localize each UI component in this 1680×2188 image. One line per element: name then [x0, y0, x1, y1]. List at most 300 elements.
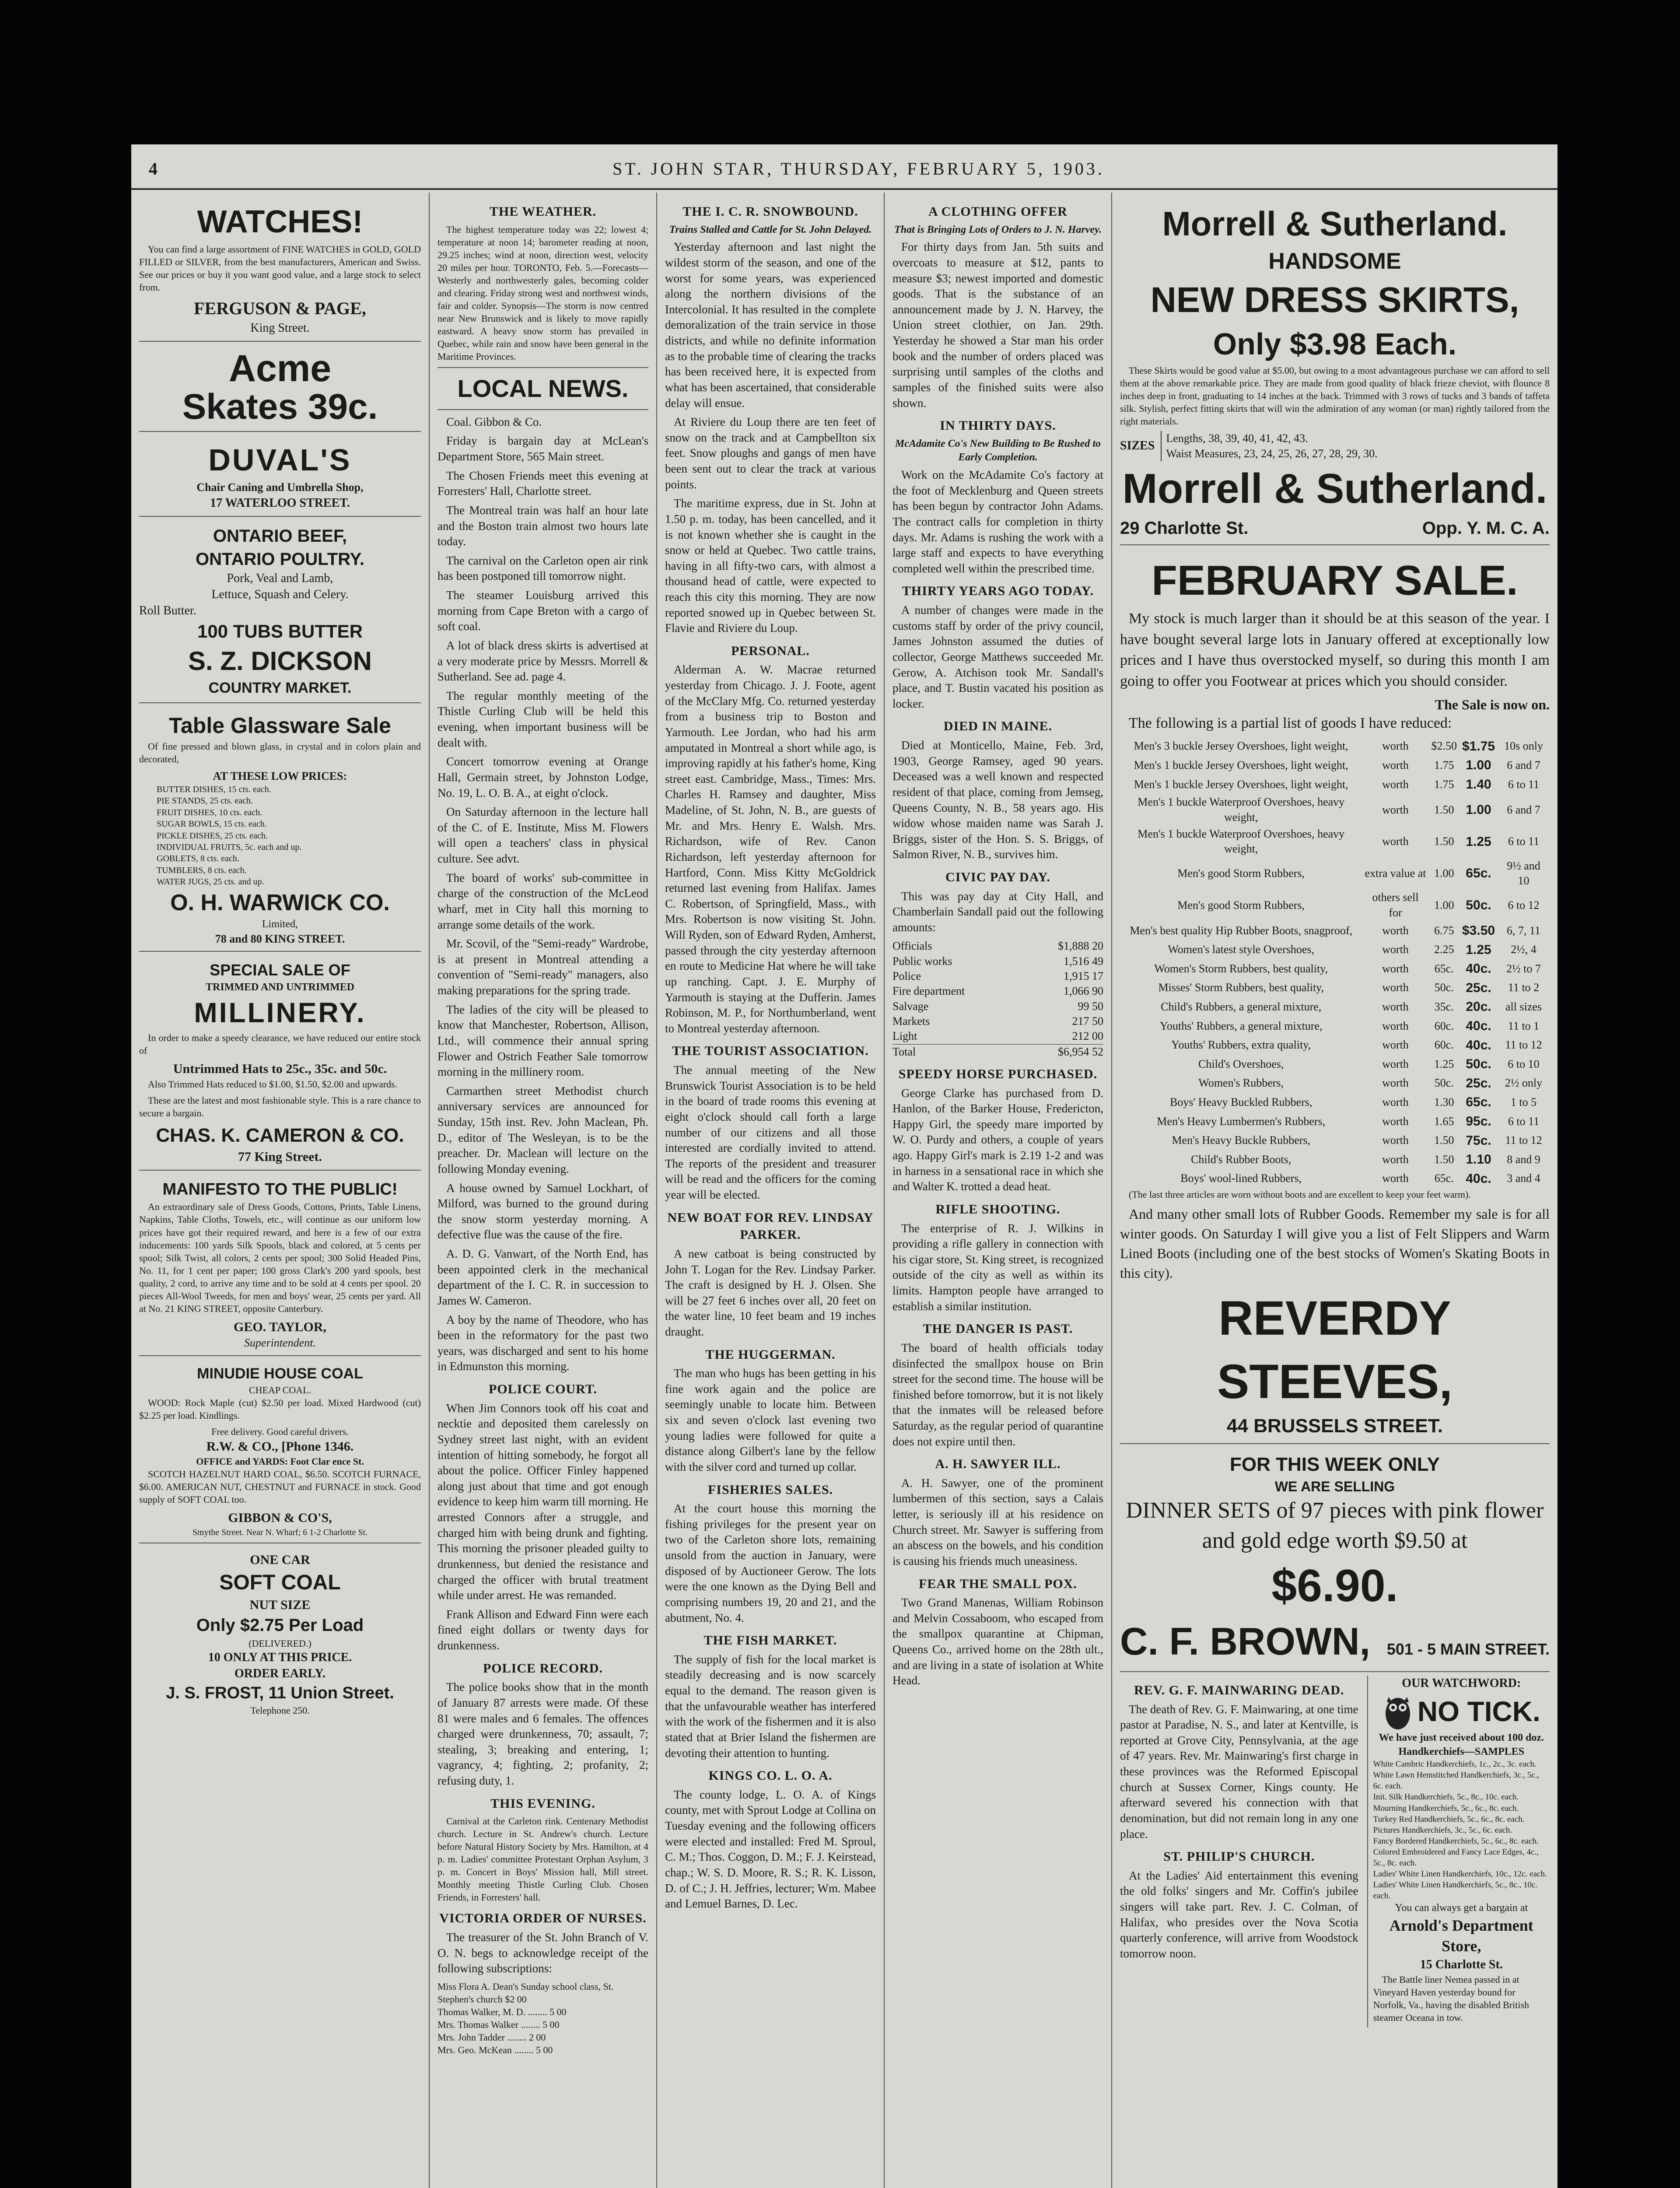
article-body: The maritime express, due in St. John at 1.50 p. m. today, has been cancelled, and it is not known whether she is caught in the snow or held at Quebec. Two cattle trains, having in all fifty-two cars, with almost a thousand head of cattle, were expected to reach this city this morning. They are now reported snowed up in Quebec between St. Flavie and Riviere du Loup. [665, 497, 876, 635]
goods-sizes: 6, 7, 11 [1507, 924, 1541, 937]
goods-now: 40c. [1466, 961, 1491, 976]
handkerchief-item: Ladies' White Linen Handkerchiefs, 5c., 8c., 10c. each. [1373, 1880, 1538, 1901]
ad-title: Acme [228, 347, 332, 389]
price-item: PIE STANDS, 25 cts. each. [157, 796, 253, 806]
goods-now: 1.25 [1466, 834, 1491, 849]
sizes-values [1161, 431, 1377, 461]
goods-sizes: all sizes [1505, 1000, 1542, 1013]
subscription-item: Mrs. John Tadder ........ 2 00 [438, 2032, 546, 2043]
goods-item: Child's Rubbers, a general mixture, [1161, 1000, 1322, 1013]
section-heading: PERSONAL. [731, 643, 810, 658]
section-heading: THE TOURIST ASSOCIATION. [672, 1044, 869, 1059]
goods-item: Child's Rubber Boots, [1191, 1153, 1292, 1166]
goods-now: 95c. [1466, 1114, 1491, 1129]
price-item: TUMBLERS, 8 cts. each. [157, 865, 247, 875]
advertiser: CHAS. K. CAMERON & CO. [156, 1124, 404, 1146]
goods-row [1120, 921, 1550, 940]
section-heading: FEAR THE SMALL POX. [919, 1576, 1077, 1591]
page-number: 4 [149, 158, 160, 179]
section-heading: A CLOTHING OFFER [928, 204, 1068, 219]
goods-worth: worth [1382, 758, 1409, 771]
advertiser-address: Smythe Street. Near N. Wharf; 6 1-2 Charlotte St. [192, 1527, 368, 1537]
divider [438, 367, 648, 368]
goods-sizes: 11 to 2 [1508, 981, 1540, 994]
column-2 [429, 193, 656, 2188]
civic-amount: 99 50 [1078, 999, 1103, 1013]
newspaper-page [131, 144, 1558, 2188]
goods-row [1120, 997, 1550, 1017]
news-item: A boy by the name of Theodore, who has been in the reformatory for the past two years, was discharged and sent to his home in Edmunston this morning. [438, 1313, 648, 1373]
article-body: This was pay day at City Hall, and Chamberlain Sandall paid out the following amounts: [892, 889, 1103, 934]
ad-millinery [139, 955, 421, 1171]
goods-now: 1.00 [1466, 758, 1491, 773]
news-item: On Saturday afternoon in the lecture hall of the C. of E. Institute, Miss M. Flowers will open a teachers' class in physical culture. See advt. [438, 805, 648, 866]
divider [438, 409, 648, 410]
handkerchief-item: Colored Embroidered and Fancy Lace Edges, 4c., 5c., 8c. each. [1373, 1847, 1539, 1868]
goods-now: 1.00 [1466, 803, 1491, 817]
advertiser-address: 78 and 80 KING STREET. [215, 932, 345, 945]
ad-body: And many other small lots of Rubber Goods. Remember my sale is for all winter goods. On Saturday I will give you a list of Felt Slippers and Warm Lined Boots (including one of the best stocks of Women's Skating Boots in this city). [1120, 1206, 1550, 1281]
ad-line: Free delivery. Good careful drivers. [211, 1426, 349, 1437]
ad-manifesto [139, 1174, 421, 1356]
goods-was: 50c. [1434, 1076, 1454, 1090]
goods-now: 25c. [1466, 1076, 1491, 1090]
civic-row [892, 1014, 1103, 1029]
advertiser-address: 44 BRUSSELS STREET. [1227, 1415, 1443, 1437]
civic-row [892, 1029, 1103, 1044]
ad-line: OUR WATCHWORD: [1402, 1676, 1521, 1690]
goods-now: 40c. [1466, 1171, 1491, 1186]
article-body: The county lodge, L. O. A. of Kings county, met with Sprout Lodge at Collina on Tuesday evening and the following officers were elected and installed: Fred M. Sproul, C. M.; Thos. Coggon, D. M.; F. J. Keirstead, chap.; W. S. D. Moore, R. S.; R. K. Lisson, D. of C.; J. H. Jeffries, lecturer; Wm. Mabee and Lemuel Barnes, D. Lec. [665, 1788, 876, 1911]
goods-was: 60c. [1434, 1019, 1454, 1032]
goods-worth: worth [1382, 924, 1409, 937]
ad-february-sale [1120, 549, 1550, 1444]
goods-worth: worth [1382, 803, 1409, 816]
article-body: A number of changes were made in the customs staff by order of the privy council, James Johnston assumed the duties of collector, George Matthews succeeded Mr. Gerow, A. Atchison took Mr. Sandall's place, and T. Bustin vacated his position as locker. [892, 603, 1103, 710]
goods-sizes: 9½ and 10 [1507, 859, 1540, 887]
subscription-item: Thomas Walker, M. D. ........ 5 00 [438, 2006, 567, 2017]
civic-row [892, 969, 1103, 984]
advertiser: O. H. WARWICK CO. [170, 890, 390, 915]
goods-sizes: 8 and 9 [1507, 1153, 1540, 1166]
civic-row [892, 939, 1103, 954]
ad-body: These are the latest and most fashionable style. This is a rare chance to secure a bargain. [139, 1094, 421, 1119]
goods-item: Men's Heavy Lumbermen's Rubbers, [1157, 1115, 1326, 1128]
section-heading: IN THIRTY DAYS. [940, 418, 1056, 433]
goods-row [1120, 1017, 1550, 1036]
goods-row [1120, 1093, 1550, 1112]
ad-line: (DELIVERED.) [248, 1637, 312, 1649]
sizes-lengths: Lengths, 38, 39, 40, 41, 42, 43. [1166, 432, 1308, 445]
civic-total: $6,954 52 [1058, 1045, 1103, 1058]
section-heading: THE FISH MARKET. [704, 1633, 837, 1648]
goods-item: Women's latest style Overshoes, [1168, 943, 1315, 956]
ad-title: DUVAL'S [208, 443, 352, 477]
news-item: Coal. Gibbon & Co. [446, 415, 542, 428]
goods-worth: worth [1382, 1076, 1409, 1090]
column-3 [656, 193, 884, 2188]
goods-was: 65c. [1434, 1172, 1454, 1185]
civic-table [892, 939, 1103, 1059]
goods-item: Boys' Heavy Buckled Rubbers, [1170, 1095, 1312, 1108]
section-title: LOCAL NEWS. [457, 374, 629, 402]
goods-now: 50c. [1466, 1057, 1491, 1072]
goods-sizes: 1 to 5 [1510, 1095, 1537, 1108]
goods-row [1120, 1055, 1550, 1074]
article-body: The death of Rev. G. F. Mainwaring, at one time pastor at Paradise, N. S., and later at Kentville, is reported at Grove City, Pennsylvania, at the age of 47 years. Rev. Mr. Mainwaring's first charge in these provinces was the Reformed Episcopal church at Sussex Corner, Kings county. He afterward severed his connection with that denomination, but did not remain long in any one place. [1120, 1702, 1358, 1841]
goods-now: 65c. [1466, 1095, 1491, 1110]
price-item: PICKLE DISHES, 25 cts. each. [157, 831, 268, 841]
goods-was: $2.50 [1431, 740, 1457, 753]
goods-now: 1.10 [1466, 1152, 1491, 1167]
goods-worth: extra value at [1365, 866, 1426, 880]
column-1 [131, 193, 429, 2188]
goods-row [1120, 940, 1550, 960]
goods-item: Men's best quality Hip Rubber Boots, snagproof, [1130, 924, 1353, 937]
goods-row [1120, 889, 1550, 921]
goods-item: Men's good Storm Rubbers, [1177, 866, 1305, 880]
ad-title: Table Glassware Sale [169, 713, 391, 738]
article-body: Yesterday afternoon and last night the wildest storm of the season, and one of the worst for some years, was experienced along the northern divisions of the Intercolonial. It has resulted in the complete demoralization of the train service in those districts, and while no definite information as to the probable time of clearing the tracks has been received here, it is expected from what has been ascertained, that considerable delay will ensue. [665, 240, 876, 410]
section-heading: POLICE COURT. [488, 1382, 598, 1397]
goods-item: Youths' Rubbers, a general mixture, [1159, 1019, 1323, 1032]
ad-body: WOOD: Rock Maple (cut) $2.50 per load. Mixed Hardwood (cut) $2.25 per load. Kindlings. [139, 1397, 421, 1421]
goods-item: Men's 3 buckle Jersey Overshoes, light weight, [1134, 740, 1348, 753]
article-body: For thirty days from Jan. 5th suits and overcoats to measure at $12, pants to measure $3; newest imported and domestic goods. That is the substance of an announcement made by J. N. Harvey, the Union street clothier, on Jan. 29th. Yesterday he showed a Star man his order book and the number of orders placed was surprising until samples of the cloths and samples of the finished suits were also shown. [892, 240, 1103, 410]
goods-worth: worth [1382, 1000, 1409, 1013]
news-item: The board of works' sub-committee in charge of the construction of the McLeod wharf, met in City hall this morning to arrange some details of the work. [438, 871, 648, 931]
ad-line: FOR THIS WEEK ONLY [1230, 1453, 1440, 1475]
article-body: At the court house this morning the fishing privileges for the present year on two of the Carleton shore lots, remaining unsold from the auction in January, were disposed of by Auctioneer Gerow. The lots were the one known as the Dying Bell and comprising numbers 19, 20 and 21, and the abutment, No. 4. [665, 1502, 876, 1624]
ad-body: You can find a large assortment of FINE WATCHES in GOLD, GOLD FILLED or SILVER, from the best manufacturers, American and Swiss. See our prices or buy it you want good value, and a large stock to select from. [139, 244, 421, 293]
article-body: Two Grand Manenas, William Robinson and Melvin Cossaboom, who escaped from the smallpox quarantine at Chipman, Queens Co., arrived home on the 28th ult., and are living in a state of isolation at White Head. [892, 1596, 1103, 1687]
civic-row [892, 984, 1103, 999]
civic-label: Markets [892, 1015, 930, 1028]
advertiser: J. S. FROST, 11 Union Street. [166, 1683, 394, 1702]
goods-now: 40c. [1466, 1038, 1491, 1052]
advertiser-address: 77 King Street. [238, 1149, 322, 1164]
advertiser-opposite: Opp. Y. M. C. A. [1422, 518, 1550, 538]
section-heading: FISHERIES SALES. [707, 1482, 833, 1497]
section-heading: VICTORIA ORDER OF NURSES. [439, 1911, 647, 1926]
ad-price: Skates 39c. [182, 386, 378, 427]
subscription-item: Miss Flora A. Dean's Sunday school class, St. Stephen's church $2 00 [438, 1981, 614, 2005]
handkerchief-list [1373, 1759, 1550, 1901]
civic-amount: 1,516 49 [1064, 954, 1103, 968]
civic-label: Salvage [892, 999, 929, 1013]
advertiser-phone: Telephone 250. [250, 1704, 310, 1716]
advertiser-address: OFFICE and YARDS: Foot Clar ence St. [196, 1456, 364, 1467]
section-heading: THIRTY YEARS AGO TODAY. [902, 584, 1094, 599]
section-heading: THE WEATHER. [489, 204, 597, 219]
civic-label: Fire department [892, 985, 965, 998]
goods-sizes: 11 to 1 [1508, 1019, 1540, 1032]
goods-worth: worth [1382, 1153, 1409, 1166]
ad-title: MANIFESTO TO THE PUBLIC! [162, 1180, 398, 1199]
ad-subtitle: AT THESE LOW PRICES: [213, 769, 347, 782]
article-body: Work on the McAdamite Co's factory at the foot of Mecklenburg and Queen streets has been begun by contractor John Adams. The contract calls for completion in thirty days. Mr. Adams is rushing the work with a large staff and expects to have everything completed well within the prescribed time. [892, 468, 1103, 575]
section-heading: CIVIC PAY DAY. [945, 870, 1050, 885]
goods-worth: worth [1382, 962, 1409, 975]
goods-row [1120, 756, 1550, 775]
ad-price: Only $2.75 Per Load [196, 1615, 364, 1635]
article-body: The supply of fish for the local market is steadily decreasing and is now scarcely equal to the demand. The reason given is that the unfavourable weather has interfered with the work of the fishermen and it is also stated that at Brier Island the fishermen are devoting their attention to hunting. [665, 1652, 876, 1760]
price-item: FRUIT DISHES, 10 cts. each. [157, 807, 262, 817]
goods-worth: worth [1382, 1038, 1409, 1052]
price-item: GOBLETS, 8 cts. each. [157, 854, 239, 864]
price-list [139, 784, 421, 888]
ad-line: We have just received about 100 doz. Handkerchiefs—SAMPLES [1379, 1732, 1544, 1757]
news-item: Carmarthen street Methodist church anniversary services are announced for Sunday, 15th inst. Rev. John Maclean, Ph. D., editor of The Wesleyan, is to be the preacher. Dr. Maclean will lecture on the following Monday evening. [438, 1084, 648, 1175]
ad-dickson [139, 520, 421, 703]
goods-was: 2.25 [1434, 943, 1454, 956]
advertiser-address: King Street. [250, 321, 310, 335]
goods-item: Men's Heavy Buckle Rubbers, [1172, 1134, 1311, 1147]
advertiser: S. Z. DICKSON [188, 646, 372, 676]
handkerchief-item: White Cambric Handkerchiefs, 1c., 2c., 3c. each. [1373, 1760, 1536, 1769]
ad-body: Of fine pressed and blown glass, in crystal and in colors plain and decorated, [139, 740, 421, 764]
ad-subtitle: Chair Caning and Umbrella Shop, [196, 481, 364, 494]
goods-was: 1.25 [1434, 1057, 1454, 1070]
subscription-item: Mrs. Geo. McKean ........ 5 00 [438, 2044, 553, 2056]
subscription-item: Mrs. Thomas Walker ........ 5 00 [438, 2019, 560, 2030]
goods-row [1120, 1150, 1550, 1169]
goods-was: 1.75 [1434, 778, 1454, 791]
price-item: WATER JUGS, 25 cts. and up. [157, 877, 264, 887]
advertiser-address: 29 Charlotte St. [1120, 518, 1249, 538]
ad-title: MINUDIE HOUSE COAL [197, 1365, 363, 1382]
civic-label: Officials [892, 940, 932, 953]
goods-sizes: 6 and 7 [1507, 758, 1540, 771]
ad-note: (The last three articles are worn without boots and are excellent to keep your feet warm). [1129, 1189, 1471, 1200]
goods-sizes: 2½ to 7 [1506, 962, 1541, 975]
goods-row [1120, 737, 1550, 756]
ad-title: SOFT COAL [219, 1571, 341, 1594]
goods-sizes: 6 to 10 [1508, 1057, 1540, 1070]
goods-item: Men's 1 buckle Waterproof Overshoes, heavy weight, [1138, 796, 1345, 824]
section-heading: POLICE RECORD. [483, 1661, 603, 1676]
ad-line: ORDER EARLY. [234, 1666, 326, 1680]
goods-worth: worth [1382, 943, 1409, 956]
advertiser: FERGUSON & PAGE, [194, 298, 366, 319]
handkerchief-item: White Lawn Hemstitched Handkerchiefs, 3c., 5c., 6c. each. [1373, 1771, 1540, 1791]
advertiser-title: Superintendent. [244, 1336, 316, 1350]
ad-watches [139, 197, 421, 342]
goods-item: Men's 1 buckle Jersey Overshoes, light weight, [1134, 778, 1348, 791]
sizes-block [1120, 431, 1550, 461]
civic-amount: 217 50 [1072, 1015, 1103, 1028]
goods-item: Youths' Rubbers, extra quality, [1171, 1038, 1311, 1052]
goods-sizes: 11 to 12 [1505, 1134, 1542, 1147]
goods-was: 1.75 [1434, 758, 1454, 771]
section-subheading: McAdamite Co's New Building to Be Rushed to Early Completion. [895, 438, 1101, 463]
section-heading: RIFLE SHOOTING. [935, 1202, 1060, 1217]
no-tick-row [1373, 1692, 1550, 1731]
news-item: A lot of black dress skirts is advertised at a very moderate price by Messrs. Morrell & Sutherland. See ad. page 4. [438, 638, 648, 684]
ad-title: Morrell & Sutherland. [1162, 204, 1508, 243]
advertiser-subtitle: COUNTRY MARKET. [208, 679, 352, 696]
goods-worth: worth [1382, 740, 1409, 753]
section-heading: SPEEDY HORSE PURCHASED. [898, 1066, 1098, 1081]
ad-body: In order to make a speedy clearance, we have reduced our entire stock of [139, 1032, 421, 1056]
goods-now: 65c. [1466, 866, 1491, 881]
goods-now: 1.40 [1466, 777, 1491, 792]
bottom-articles [1120, 1676, 1358, 2027]
page-header [131, 153, 1558, 184]
goods-worth: worth [1382, 981, 1409, 994]
goods-worth: worth [1382, 1019, 1409, 1032]
article-body: The man who hugs has been getting in his fine work again and the police are seemingly unable to locate him. Between six and seven o'clock last evening two young ladies were followed for quite a distance along Gilbert's lane by the fellow with the silver cord and turned up collar. [665, 1367, 876, 1473]
goods-now: $3.50 [1462, 923, 1495, 938]
ad-line: Pork, Veal and Lamb, [227, 572, 333, 586]
ad-line: NUT SIZE [249, 1598, 311, 1613]
goods-row [1120, 978, 1550, 998]
advertiser: Arnold's Department Store, [1389, 1916, 1533, 1955]
ad-glassware [139, 707, 421, 952]
advertiser: GEO. TAYLOR, [233, 1319, 326, 1334]
ad-line: HANDSOME [1268, 248, 1401, 274]
news-item: The ladies of the city will be pleased to know that Manchester, Robertson, Allison, Ltd., will commence their annual spring Flower and Ostrich Feather Sale tomorrow morning in the millinery room. [438, 1003, 648, 1079]
advertiser: GIBBON & CO'S, [228, 1511, 332, 1525]
masthead: ST. JOHN STAR, THURSDAY, FEBRUARY 5, 1903. [612, 158, 1105, 179]
ad-soft-coal [139, 1547, 421, 1721]
goods-row [1120, 794, 1550, 826]
ad-arnold [1367, 1676, 1550, 2027]
ad-duval [139, 435, 421, 517]
goods-was: 1.50 [1434, 803, 1454, 816]
goods-item: Women's Storm Rubbers, best quality, [1154, 962, 1328, 975]
goods-sizes: 6 and 7 [1507, 803, 1540, 816]
advertiser-row [1120, 1616, 1550, 1667]
goods-was: 6.75 [1434, 924, 1454, 937]
civic-label: Police [892, 970, 921, 983]
goods-was: 1.00 [1434, 866, 1454, 880]
goods-now: 50c. [1466, 898, 1491, 912]
article-body: Carnival at the Carleton rink. Centenary Methodist church. Lecture in St. Andrew's church. Lecture before Natural History Society by Mrs. Hamilton, at 4 p. m. Ladies' committee Protestant Orphan Asylum, 3 p. m. Concert in Boys' Mission hall, Mill street. Monthly meeting Thistle Curling Club. Chosen Friends, in Forresters' hall. [438, 1816, 648, 1903]
ad-line: TRIMMED AND UNTRIMMED [206, 981, 354, 993]
goods-sizes: 3 and 4 [1507, 1172, 1540, 1185]
advertiser: R.W. & CO., [Phone 1346. [206, 1439, 354, 1454]
goods-worth: worth [1382, 1057, 1409, 1070]
article-body: The police books show that in the month of January 87 arrests were made. Of these 81 were males and 6 females. The offences charged were drunkenness, 70; assault, 7; stealing, 3; breaking and entering, 1; vagrancy, 4; fighting, 2; profanity, 2; refusing duty, 1. [438, 1680, 648, 1788]
goods-worth: worth [1382, 778, 1409, 791]
article-body: The enterprise of R. J. Wilkins in providing a rifle gallery in connection with his cigar store, St. King street, is recognized outside of the city as well as within its limits. Hampton people have arranged to establish a similar institution. [892, 1221, 1103, 1313]
article-body: The highest temperature today was 22; lowest 4; temperature at noon 14; barometer reading at noon, 29.25 inches; wind at noon, direction west, velocity 20 miles per hour. TORONTO, Feb. 5.—Forecasts—Westerly and northwesterly gales, becoming colder and clearing. Friday strong west and northwest winds, fair and colder. Synopsis—The storm is now centred near New Brunswick and is likely to move rapidly eastward. A heavy snow storm has prevailed in Quebec, while rain and snow have been general in the Maritime Provinces. [438, 224, 648, 362]
goods-sizes: 6 to 11 [1508, 835, 1540, 848]
goods-was: 1.50 [1434, 835, 1454, 848]
price-item: SUGAR BOWLS, 15 cts. each. [157, 819, 267, 829]
handkerchief-item: Pictures Handkerchiefs, 3c., 5c., 6c. each. [1373, 1825, 1512, 1835]
section-subheading: That is Bringing Lots of Orders to J. N. Harvey. [894, 224, 1102, 235]
advertiser-suffix: Limited, [262, 919, 298, 930]
goods-sizes: 11 to 12 [1505, 1038, 1542, 1052]
ad-body: DINNER SETS of 97 pieces with pink flower and gold edge worth $9.50 at [1126, 1498, 1544, 1553]
goods-now: 25c. [1466, 980, 1491, 995]
goods-table [1120, 737, 1550, 1189]
ad-title: WATCHES! [197, 204, 363, 239]
article-body: The Battle liner Nemea passed in at Vineyard Haven yesterday bound for Norfolk, Va., having the disabled British steamer Oceana in tow. [1373, 1974, 1530, 2023]
article-body: Alderman A. W. Macrae returned yesterday from Chicago. J. J. Foote, agent of the McClary Mfg. Co. returned yesterday from a business trip to Boston and Yarmouth. Lee Jordan, who had his arm amputated in Montreal a short while ago, is improving rapidly at his father's home, King street east. Cambridge, Mass., Times: Mrs. Charles H. Ramsey and daughter, Miss Madeline, of St. John, N. B., are guests of Mr. and Mrs. Henry E. Walsh. Mrs. Richardson, wife of Rev. Canon Richardson, left yesterday afternoon for Hartford, Conn. Miss Kitty McGoldrick returned last evening from Halifax. James C. Robertson, of Springfield, Mass., with Mrs. Robertson is now visiting St. John. Will Ryden, son of Edward Ryden, Amherst, passed through the city yesterday afternoon en route to Medicine Hat where he will take up ranching. Capt. J. E. Murphy of Yarmouth is staying at the Dufferin. James Robinson, M. P., for Northumberland, went to Montreal yesterday afternoon. [665, 663, 876, 1035]
news-item: Concert tomorrow evening at Orange Hall, Germain street, by Johnston Lodge, No. 19, L. O. B. A., at eight o'clock. [438, 755, 648, 799]
ad-line: ONTARIO BEEF, [213, 526, 347, 546]
advertiser: C. F. BROWN, [1120, 1619, 1370, 1663]
ad-line: 100 TUBS BUTTER [197, 621, 363, 642]
section-heading: THE I. C. R. SNOWBOUND. [682, 204, 858, 219]
article-body: The treasurer of the St. John Branch of V. O. N. begs to acknowledge receipt of the following subscriptions: [438, 1931, 648, 1975]
ad-price: $6.90. [1271, 1560, 1398, 1611]
news-item: Friday is bargain day at McLean's Department Store, 565 Main street. [438, 434, 648, 463]
advertiser-address: 501 - 5 MAIN STREET. [1386, 1640, 1550, 1658]
ad-line: WE ARE SELLING [1274, 1479, 1395, 1495]
section-heading: THE HUGGERMAN. [705, 1347, 836, 1362]
goods-row [1120, 959, 1550, 978]
ad-skates [139, 345, 421, 432]
goods-worth: worth [1382, 1172, 1409, 1185]
article-body: At the Ladies' Aid entertainment this evening the old folks' singers and Mr. Coffin's jubilee singers will take part. Rev. J. C. Colman, of Halifax, who presides over the Nova Scotia quarterly conference, will arrive from Woodstock tomorrow noon. [1120, 1869, 1358, 1960]
handkerchief-item: Mourning Handkerchiefs, 5c., 6c., 8c. each. [1373, 1803, 1519, 1813]
goods-was: 1.50 [1434, 1134, 1454, 1147]
article-body: Frank Allison and Edward Finn were each fined eight dollars or twenty days for drunkenness. [438, 1607, 648, 1652]
goods-worth: worth [1382, 1095, 1409, 1108]
ad-title: MILLINERY. [194, 997, 366, 1029]
goods-sizes: 6 to 11 [1508, 778, 1540, 791]
news-item: Mr. Scovil, of the "Semi-ready" Wardrobe, is at present in Montreal attending a convention of "Semi-ready" managers, also making preparations for the spring trade. [438, 937, 648, 997]
advertiser-address-row [1120, 517, 1550, 540]
civic-label: Light [892, 1030, 917, 1043]
civic-amount: 212 00 [1072, 1030, 1103, 1043]
goods-row [1120, 1036, 1550, 1055]
ad-dinner-sets [1120, 1448, 1550, 1672]
goods-item: Men's good Storm Rubbers, [1177, 898, 1305, 912]
goods-worth: worth [1382, 835, 1409, 848]
section-heading: THE DANGER IS PAST. [923, 1322, 1073, 1336]
handkerchief-item: Fancy Bordered Handkerchiefs, 5c., 6c., 8c. each. [1373, 1836, 1539, 1846]
news-item: The steamer Louisburg arrived this morning from Cape Breton with a cargo of soft coal. [438, 589, 648, 633]
handkerchief-item: Ladies' White Linen Handkerchiefs, 10c., 12c. each. [1373, 1869, 1547, 1879]
news-item: A house owned by Samuel Lockhart, of Milford, was burned to the ground during the snow storm yesterday morning. A defective flue was the cause of the fire. [438, 1181, 648, 1241]
civic-row [892, 999, 1103, 1014]
advertiser-address: 17 WATERLOO STREET. [210, 496, 350, 510]
section-heading: ST. PHILIP'S CHURCH. [1163, 1849, 1315, 1864]
article-body: The annual meeting of the New Brunswick Tourist Association is to be held in the board of trade rooms this evening at eight o'clock should call forth a large number of our citizens and all those interested are cordially invited to attend. The reports of the president and treasurer will be read and the officers for the coming year will be elected. [665, 1063, 876, 1202]
article-body: George Clarke has purchased from D. Hanlon, of the Barker House, Fredericton, Happy Girl, the speedy mare imported by W. O. Purdy and others, a couple of years ago. Happy Girl's mark is 2.19 1-2 and was in harness in a sensational race in which she and Walter K. trotted a dead heat. [892, 1086, 1103, 1193]
ad-line: Untrimmed Hats to 25c., 35c. and 50c. [173, 1061, 387, 1076]
goods-now: 20c. [1466, 999, 1491, 1014]
ad-line: The following is a partial list of goods I have reduced: [1129, 715, 1452, 731]
sizes-label: SIZES [1120, 439, 1155, 453]
advertiser-address: 15 Charlotte St. [1420, 1957, 1503, 1971]
goods-now: 1.25 [1466, 942, 1491, 957]
article-body: The board of health officials today disinfected the smallpox house on Brin street for the second time. The house will be finished before tomorrow, but it is not likely that the inmates will be released before Saturday, as the regular period of quarantine does not expire until then. [892, 1341, 1103, 1448]
goods-row [1120, 858, 1550, 890]
civic-amount: $1,888 20 [1058, 940, 1103, 953]
civic-label: Public works [892, 954, 952, 968]
news-item: The Montreal train was half an hour late and the Boston train almost two hours late today. [438, 503, 648, 548]
goods-item: Men's 1 buckle Waterproof Overshoes, heavy weight, [1138, 828, 1345, 856]
goods-sizes: 2½, 4 [1511, 943, 1536, 956]
goods-was: 65c. [1434, 962, 1454, 975]
goods-was: 1.65 [1434, 1115, 1454, 1128]
goods-sizes: 10s only [1504, 740, 1543, 753]
ad-headline: NEW DRESS SKIRTS, [1150, 280, 1519, 320]
price-item: BUTTER DISHES, 15 cts. each. [157, 785, 271, 795]
ad-line: ONTARIO POULTRY. [196, 549, 364, 569]
goods-item: Men's 1 buckle Jersey Overshoes, light weight, [1134, 758, 1348, 771]
ad-morrell-skirts [1120, 197, 1550, 545]
goods-row [1120, 775, 1550, 794]
ad-line: Roll Butter. [139, 604, 196, 618]
ad-line: Lettuce, Squash and Celery. [211, 588, 349, 602]
